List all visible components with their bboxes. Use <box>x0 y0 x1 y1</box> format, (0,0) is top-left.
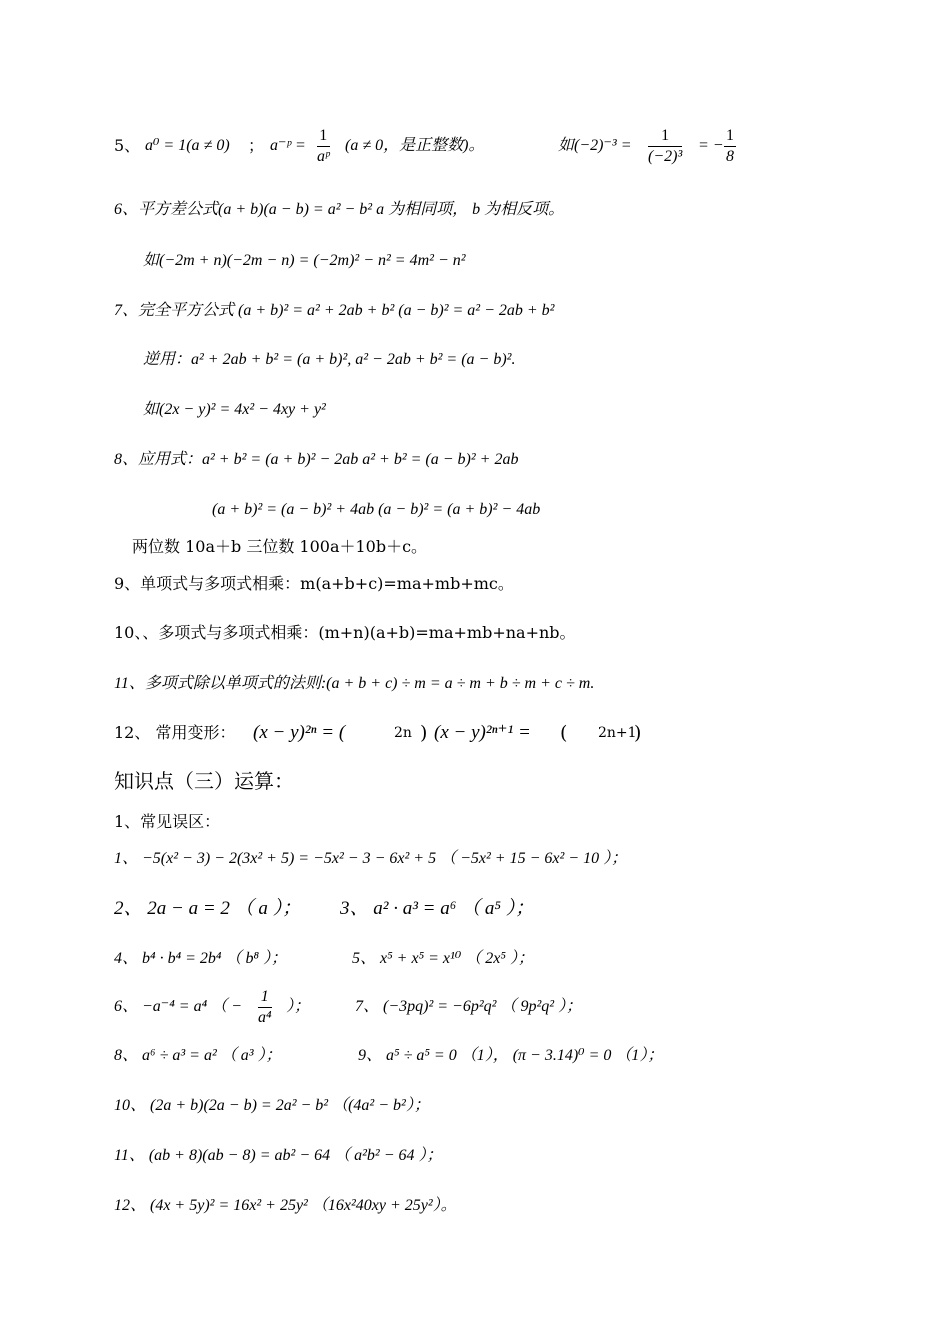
negative-exponent-lhs: a⁻ᵖ = <box>270 137 306 154</box>
item-11 <box>0 664 950 704</box>
fraction-denominator: 8 <box>726 148 734 165</box>
item-12 <box>0 713 950 753</box>
section-heading <box>0 761 950 801</box>
example-text: 如(−2m + n)(−2m − n) = (−2m)² − n² = 4m² − n² <box>143 252 466 269</box>
item-6-example <box>0 241 950 281</box>
negative-exponent-condition: (a ≠ 0，是正整数)。 <box>345 137 485 154</box>
error-8: 8、 a⁶ ÷ a³ = a² （ a³ ）； <box>114 1047 282 1064</box>
error-2-3 <box>0 889 950 929</box>
fraction-denominator: aᵖ <box>317 148 330 165</box>
example-lhs: 如(−2)⁻³ = <box>558 137 632 154</box>
difference-of-squares: 6、平方差公式(a + b)(a − b) = a² − b² a 为相同项， b 为相反项。 <box>114 201 565 218</box>
section-title: 知识点（三）运算： <box>114 769 294 793</box>
error-6-fraction <box>258 987 272 1028</box>
example-text: 如(2x − y)² = 4x² − 4xy + y² <box>143 401 326 418</box>
fraction-numerator: 1 <box>648 126 682 147</box>
item-8 <box>0 440 950 480</box>
error-6-close: ）； <box>286 998 311 1015</box>
error-6-7 <box>0 987 950 1027</box>
digit-numbers: 两位数 10a＋b 三位数 100a＋10b＋c。 <box>132 537 428 556</box>
error-1 <box>0 839 950 879</box>
item-10 <box>0 613 950 653</box>
polynomial-times-polynomial: 10、、多项式与多项式相乘：(m+n)(a+b)=ma+mb+na+nb。 <box>114 623 576 642</box>
fraction-denominator: a⁴ <box>258 1009 272 1026</box>
example-fraction-2 <box>724 126 736 167</box>
fraction-denominator: (−2)³ <box>648 148 683 165</box>
negative-exponent-fraction <box>317 126 330 167</box>
transform-odd: (x − y)²ⁿ⁺¹ = <box>434 722 531 743</box>
separator: ； <box>248 136 265 155</box>
fraction-numerator: 1 <box>724 126 736 147</box>
error-8-9 <box>0 1036 950 1076</box>
section-subheading <box>0 802 950 842</box>
polynomial-division-rule: 11、多项式除以单项式的法则:(a + b + c) ÷ m = a ÷ m + b ÷ m + c ÷ m. <box>114 675 595 692</box>
error-10 <box>0 1086 950 1126</box>
error-text: 1、 −5(x² − 3) − 2(3x² + 5) = −5x² − 3 − 6x² + 5 （ −5x² + 15 − 6x² − 10 ）； <box>114 850 628 867</box>
error-9: 9、 a⁵ ÷ a⁵ = 0 （1）， (π − 3.14)⁰ = 0 （1）； <box>358 1047 664 1064</box>
item-7-reverse <box>0 340 950 380</box>
item-8-line2 <box>0 490 950 530</box>
common-errors-title: 1、常见误区： <box>114 812 221 831</box>
error-4-5 <box>0 939 950 979</box>
item-9 <box>0 564 950 604</box>
close-paren: ) <box>634 722 642 744</box>
blank-even: 2n <box>394 725 412 741</box>
error-text: 12、 (4x + 5y)² = 16x² + 25y² （16x²40xy + 25y²）。 <box>114 1197 457 1214</box>
fraction-numerator: 1 <box>258 987 272 1008</box>
error-7: 7、 (−3pq)² = −6p²q² （ 9p²q² ）； <box>355 998 583 1015</box>
monomial-times-polynomial: 9、单项式与多项式相乘：m(a+b+c)=ma+mb+mc。 <box>114 574 514 593</box>
error-4: 4、 b⁴ · b⁴ = 2b⁴ （ b⁸ ）； <box>114 950 288 967</box>
open-paren: ( <box>560 722 568 744</box>
close-paren: ) <box>420 722 428 744</box>
example-fraction-1 <box>648 126 682 167</box>
error-5: 5、 x⁵ + x⁵ = x¹⁰ （ 2x⁵ ）； <box>352 950 534 967</box>
reverse-usage: 逆用：a² + 2ab + b² = (a + b)², a² − 2ab + b² = (a − b)². <box>143 351 516 368</box>
blank-odd: 2n+1 <box>598 725 637 741</box>
error-2: 2、 2a − a = 2 （ a ）； <box>114 898 302 919</box>
application-formulas-2: (a + b)² = (a − b)² + 4ab (a − b)² = (a + b)² − 4ab <box>212 501 541 518</box>
transform-even: (x − y)²ⁿ = ( <box>253 722 346 743</box>
item-5 <box>0 126 950 166</box>
item-label: 12、 常用变形： <box>114 723 236 742</box>
zero-exponent-rule: a⁰ = 1(a ≠ 0) <box>145 137 230 154</box>
error-11 <box>0 1136 950 1176</box>
item-8-digits <box>0 527 950 567</box>
perfect-square-formula: 7、完全平方公式 (a + b)² = a² + 2ab + b² (a − b)² = a² − 2ab + b² <box>114 302 555 319</box>
item-6 <box>0 190 950 230</box>
error-3: 3、 a² · a³ = a⁶ （ a⁵ ）； <box>340 898 535 919</box>
error-12 <box>0 1186 950 1226</box>
error-text: 10、 (2a + b)(2a − b) = 2a² − b² （(4a² − b²）； <box>114 1097 430 1114</box>
example-equals: = − <box>698 137 724 154</box>
item-7-example <box>0 390 950 430</box>
error-6: 6、 −a⁻⁴ = a⁴ （ − <box>114 998 242 1015</box>
item-number: 5、 <box>114 136 141 155</box>
item-7 <box>0 291 950 331</box>
error-text: 11、 (ab + 8)(ab − 8) = ab² − 64 （ a²b² − 64 ）； <box>114 1147 443 1164</box>
fraction-numerator: 1 <box>317 126 330 147</box>
application-formulas: 8、应用式：a² + b² = (a + b)² − 2ab a² + b² = (a − b)² + 2ab <box>114 451 519 468</box>
